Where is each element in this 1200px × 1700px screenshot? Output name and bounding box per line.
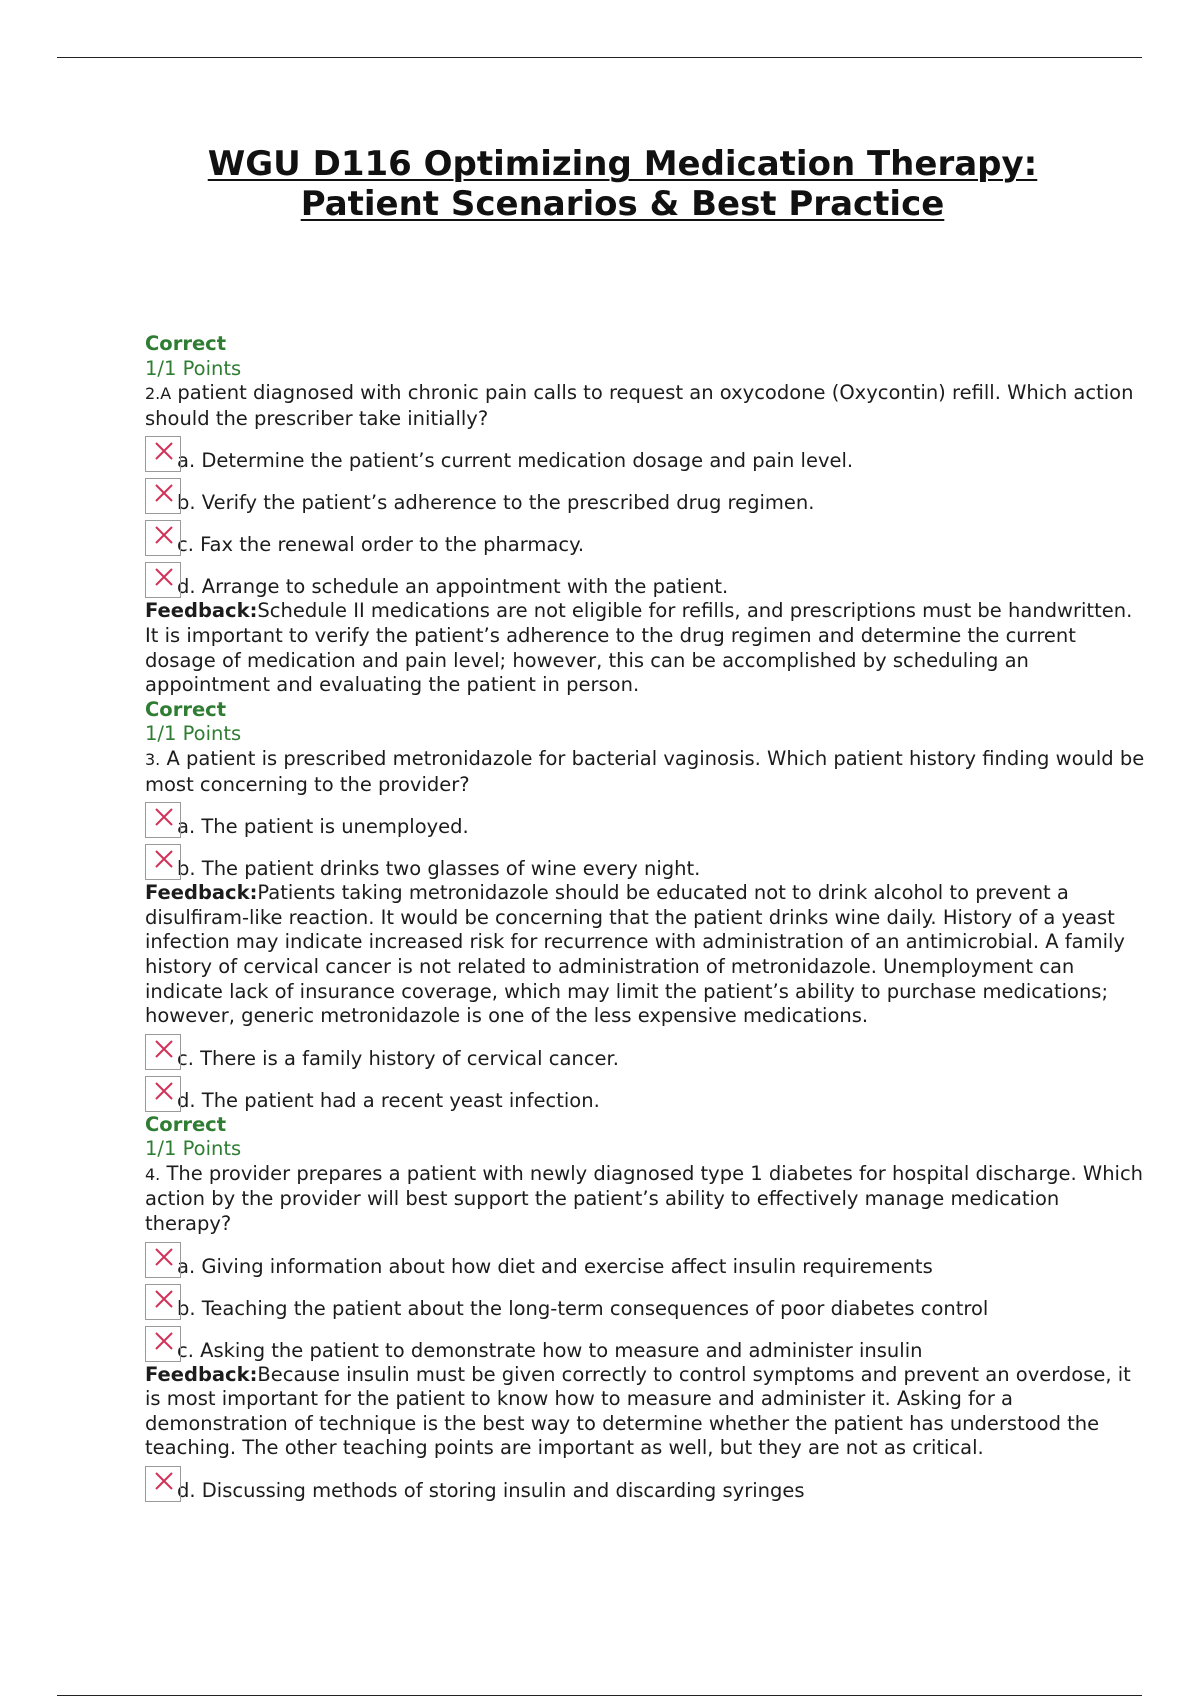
- title-line-2: Patient Scenarios & Best Practice: [300, 184, 945, 224]
- option-d[interactable]: [145, 1461, 1145, 1503]
- option-a[interactable]: [145, 1237, 1145, 1279]
- option-b[interactable]: [145, 839, 1145, 881]
- option-label: a. Determine the patient’s current medication dosage and pain level.: [177, 449, 854, 473]
- incorrect-x-icon: [145, 520, 181, 556]
- question-block-3: [145, 698, 1145, 1113]
- incorrect-x-icon: [145, 1034, 181, 1070]
- question-number: 4.: [145, 1164, 161, 1184]
- question-block-4: [145, 1113, 1145, 1503]
- status-label: Correct: [145, 697, 227, 721]
- option-c[interactable]: [145, 515, 1145, 557]
- question-text: [145, 381, 1145, 431]
- quiz-content: [145, 332, 1145, 1503]
- incorrect-x-icon: [145, 1284, 181, 1320]
- question-number: 3.: [145, 749, 161, 769]
- points-label: 1/1 Points: [145, 722, 242, 746]
- incorrect-x-icon: [145, 478, 181, 514]
- option-a[interactable]: [145, 797, 1145, 839]
- incorrect-x-icon: [145, 802, 181, 838]
- question-text: [145, 747, 1145, 797]
- option-label: b. Teaching the patient about the long-term consequences of poor diabetes control: [177, 1296, 989, 1320]
- title-line-1: WGU D116 Optimizing Medication Therapy:: [207, 144, 1038, 184]
- status-label: Correct: [145, 1112, 227, 1136]
- question-body: The provider prepares a patient with newly diagnosed type 1 diabetes for hospital discharge. Which action by the provider will best support the patient’s ability to effectively manage medication therapy?: [145, 1161, 1144, 1236]
- points-label: 1/1 Points: [145, 356, 242, 380]
- option-c[interactable]: [145, 1029, 1145, 1071]
- option-label: c. Asking the patient to demonstrate how to measure and administer insulin: [177, 1338, 923, 1362]
- question-body: patient diagnosed with chronic pain calls to request an oxycodone (Oxycontin) refill. Which action should the prescriber take initially?: [145, 381, 1134, 430]
- option-a[interactable]: [145, 431, 1145, 473]
- question-number: 2.A: [145, 384, 172, 404]
- document-title: [0, 144, 1200, 224]
- incorrect-x-icon: [145, 562, 181, 598]
- incorrect-x-icon: [145, 1466, 181, 1502]
- option-label: d. Arrange to schedule an appointment with the patient.: [177, 575, 729, 599]
- option-label: c. Fax the renewal order to the pharmacy.: [177, 533, 585, 557]
- option-d[interactable]: [145, 1071, 1145, 1113]
- feedback-body: Because insulin must be given correctly to control symptoms and prevent an overdose, it is most important for the patient to know how to measure and administer it. Asking for a demonstration of technique is the best way to determine whether the patient has understood the teaching. The other teaching points are important as well, but they are not as critical.: [145, 1362, 1131, 1460]
- feedback-label: Feedback:: [145, 881, 258, 905]
- question-body: A patient is prescribed metronidazole for bacterial vaginosis. Which patient history finding would be most concerning to the provider?: [145, 746, 1145, 796]
- option-label: d. The patient had a recent yeast infection.: [177, 1088, 600, 1112]
- feedback-label: Feedback:: [145, 599, 258, 623]
- option-label: a. The patient is unemployed.: [177, 815, 469, 839]
- feedback-text: [145, 1363, 1145, 1461]
- status-label: Correct: [145, 332, 227, 355]
- option-d[interactable]: [145, 557, 1145, 599]
- incorrect-x-icon: [145, 1076, 181, 1112]
- feedback-text: [145, 599, 1145, 697]
- incorrect-x-icon: [145, 1242, 181, 1278]
- bottom-rule: [57, 1695, 1142, 1696]
- option-label: a. Giving information about how diet and exercise affect insulin requirements: [177, 1254, 933, 1278]
- feedback-text: [145, 881, 1145, 1029]
- option-label: b. Verify the patient’s adherence to the prescribed drug regimen.: [177, 491, 815, 515]
- option-label: b. The patient drinks two glasses of wine every night.: [177, 857, 701, 881]
- question-block-2: [145, 332, 1145, 698]
- option-c[interactable]: [145, 1321, 1145, 1363]
- option-label: d. Discussing methods of storing insulin and discarding syringes: [177, 1479, 805, 1503]
- feedback-label: Feedback:: [145, 1362, 258, 1386]
- question-text: [145, 1162, 1145, 1237]
- feedback-body: Patients taking metronidazole should be educated not to drink alcohol to prevent a disulfiram-like reaction. It would be concerning that the patient drinks wine daily. History of a yeast infection may indicate increased risk for recurrence with administration of an antimicrobial. A family history of cervical cancer is not related to administration of metronidazole. Unemployment can indicate lack of insurance coverage, which may limit the patient’s ability to purchase medications; however, generic metronidazole is one of the less expensive medications.: [145, 881, 1125, 1028]
- incorrect-x-icon: [145, 844, 181, 880]
- option-b[interactable]: [145, 1279, 1145, 1321]
- feedback-body: Schedule II medications are not eligible for refills, and prescriptions must be handwritten. It is important to verify the patient’s adherence to the drug regimen and determine the current dosage of medication and pain level; however, this can be accomplished by scheduling an appointment and evaluating the patient in person.: [145, 599, 1133, 697]
- incorrect-x-icon: [145, 1326, 181, 1362]
- option-b[interactable]: [145, 473, 1145, 515]
- points-label: 1/1 Points: [145, 1137, 242, 1161]
- incorrect-x-icon: [145, 436, 181, 472]
- top-rule: [57, 57, 1142, 58]
- option-label: c. There is a family history of cervical cancer.: [177, 1046, 619, 1070]
